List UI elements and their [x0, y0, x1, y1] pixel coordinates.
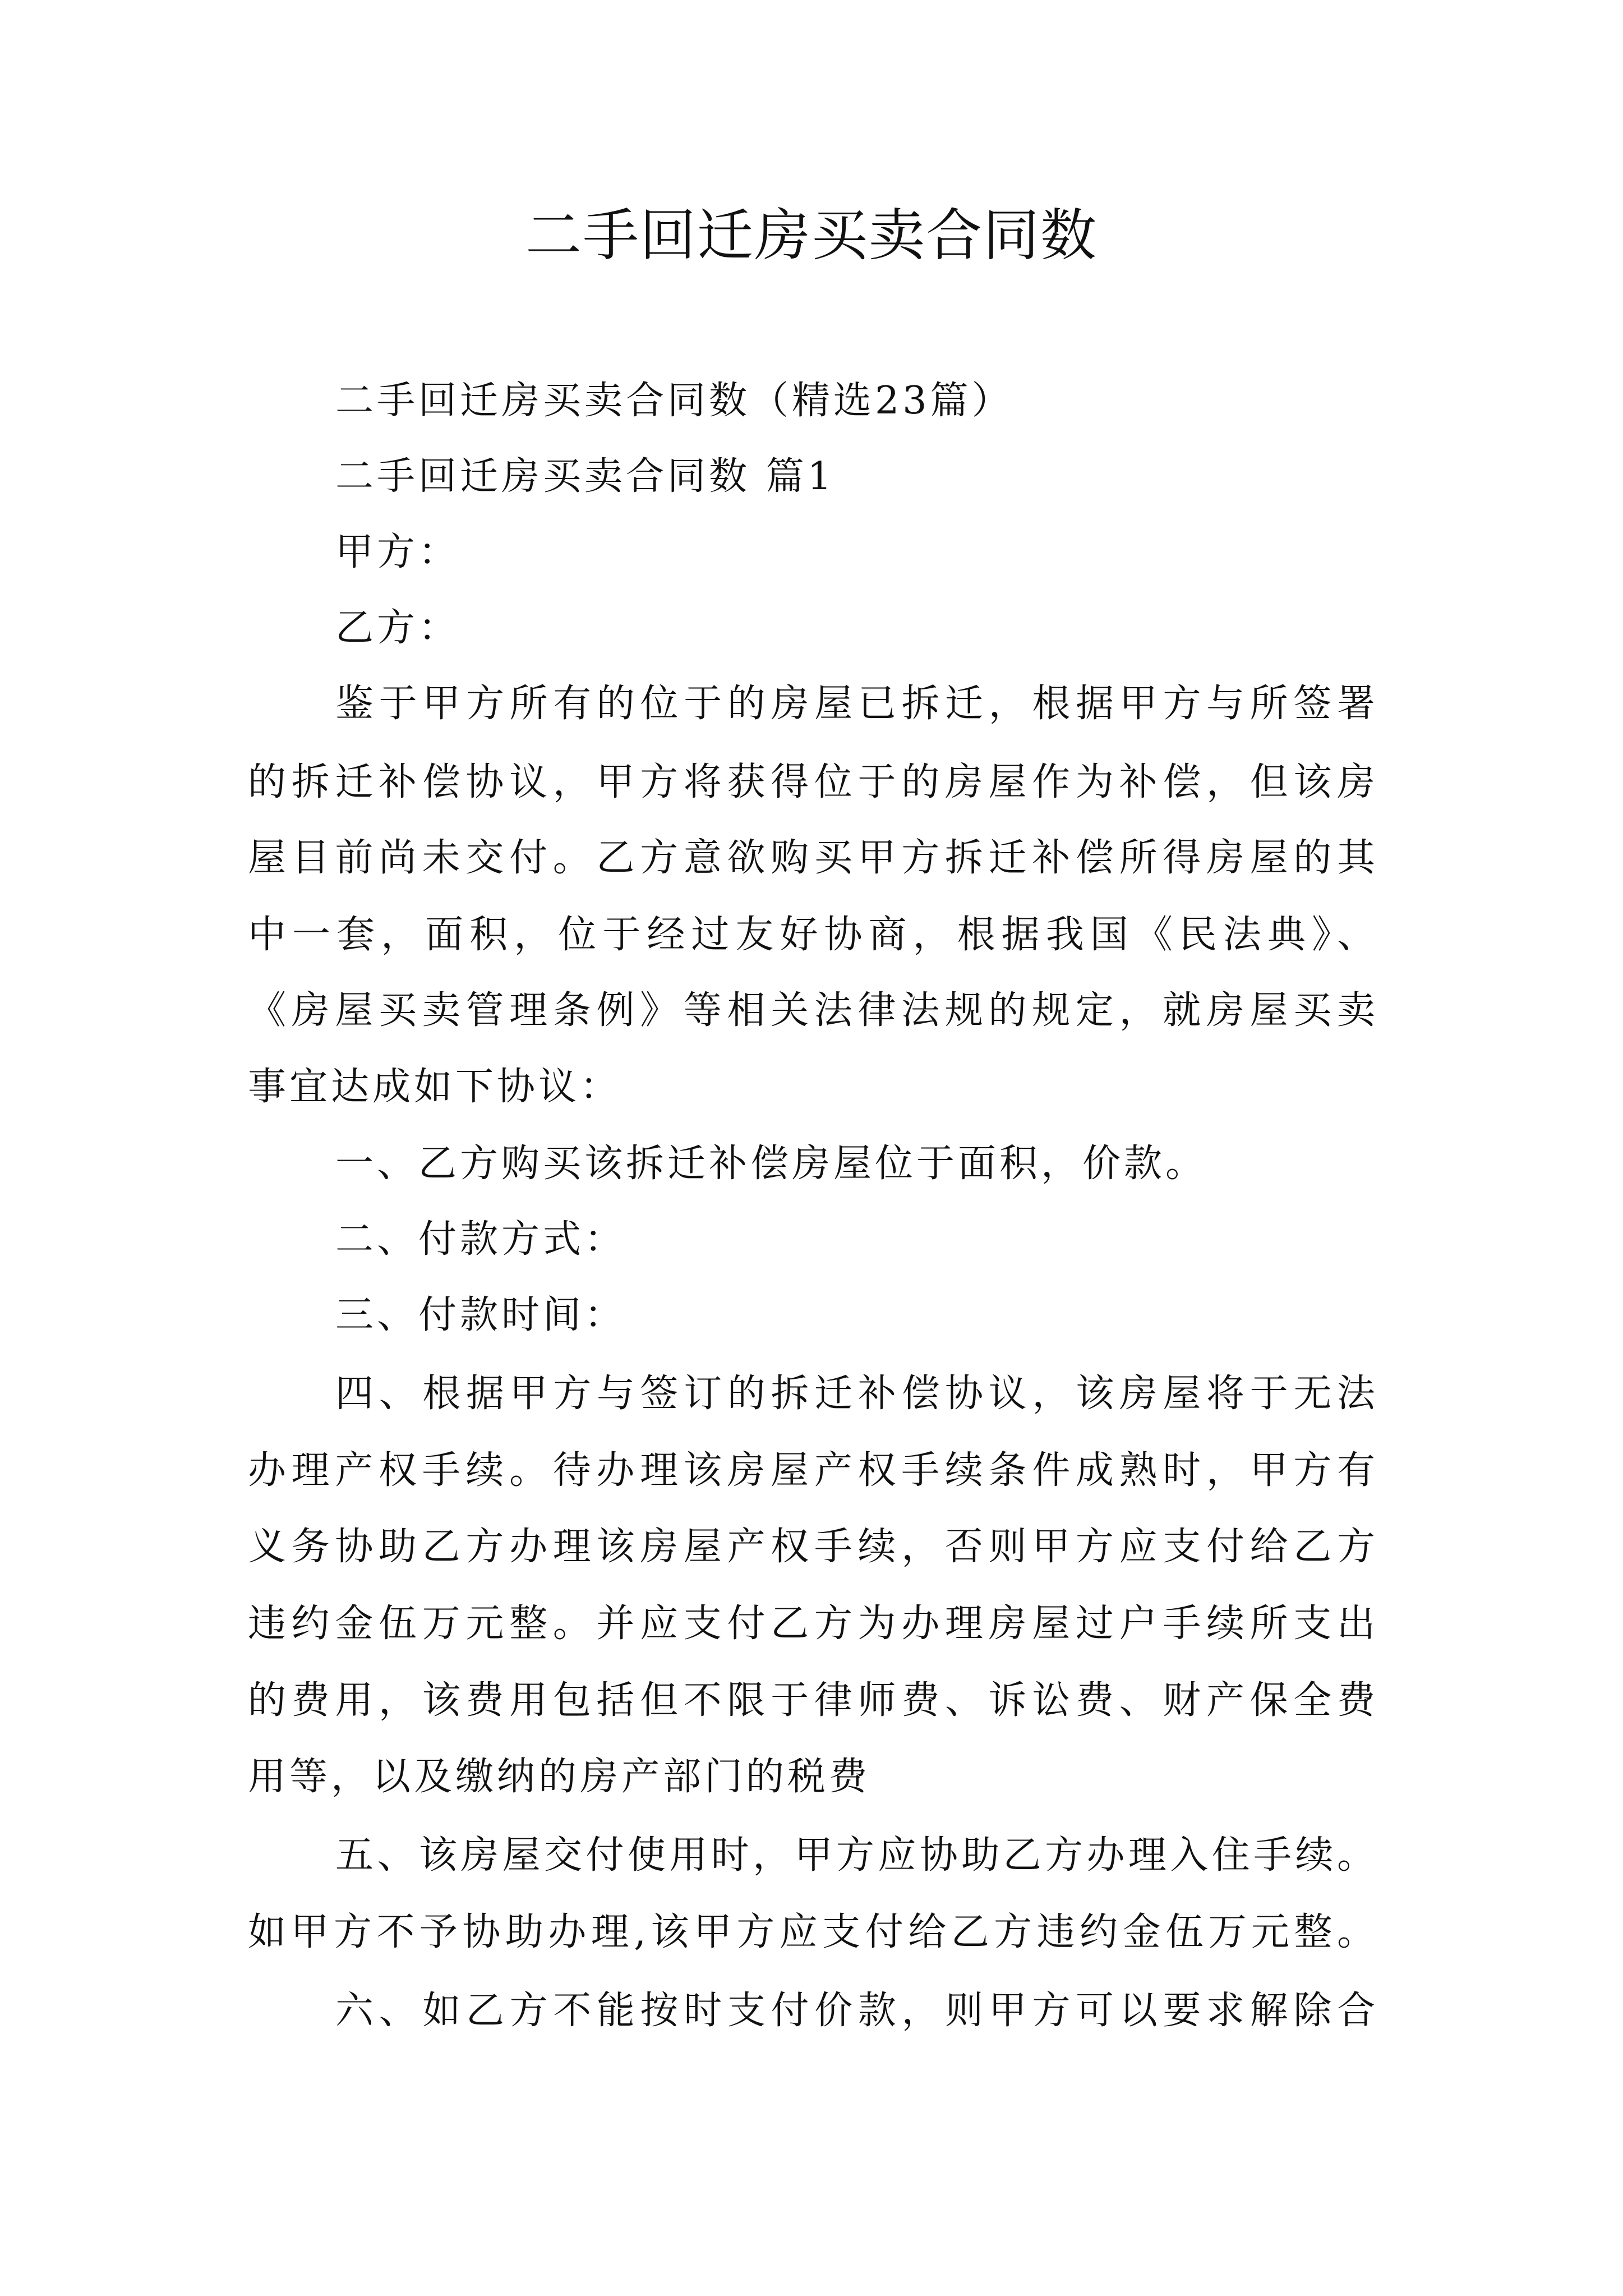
body-line: 中一套，面积，位于经过友好协商，根据我国《民法典》、 [248, 913, 1375, 957]
body-line: 义务协助乙方办理该房屋产权手续，否则甲方应支付给乙方 [248, 1525, 1375, 1569]
body-line: 二手回迁房买卖合同数 篇1 [335, 454, 835, 499]
page-title: 二手回迁房买卖合同数 [525, 203, 1098, 268]
body-line: 的拆迁补偿协议，甲方将获得位于的房屋作为补偿，但该房 [248, 760, 1375, 804]
body-line: 违约金伍万元整。并应支付乙方为办理房屋过户手续所支出 [248, 1602, 1375, 1646]
body-line: 办理产权手续。待办理该房屋产权手续条件成熟时，甲方有 [248, 1448, 1375, 1493]
body-line: 乙方： [335, 606, 460, 650]
body-line: 甲方： [335, 530, 460, 574]
body-line: 二手回迁房买卖合同数（精选23篇） [335, 379, 1013, 423]
body-line: 六、如乙方不能按时支付价款，则甲方可以要求解除合 [335, 1989, 1375, 2033]
body-line: 屋目前尚未交付。乙方意欲购买甲方拆迁补偿所得房屋的其 [248, 836, 1375, 880]
body-line: 事宜达成如下协议： [248, 1065, 622, 1109]
body-line: 的费用，该费用包括但不限于律师费、诉讼费、财产保全费 [248, 1678, 1375, 1723]
body-line: 五、该房屋交付使用时，甲方应协助乙方办理入住手续。 [335, 1833, 1375, 1878]
body-line: 用等，以及缴纳的房产部门的税费 [248, 1755, 871, 1799]
body-line: 二、付款方式： [335, 1217, 626, 1262]
body-line: 三、付款时间： [335, 1293, 626, 1337]
body-line: 一、乙方购买该拆迁补偿房屋位于面积，价款。 [335, 1142, 1207, 1186]
body-line: 《房屋买卖管理条例》等相关法律法规的规定，就房屋买卖 [248, 988, 1375, 1033]
body-line: 四、根据甲方与签订的拆迁补偿协议，该房屋将于无法 [335, 1372, 1375, 1416]
body-line: 如甲方不予协助办理,该甲方应支付给乙方违约金伍万元整。 [248, 1910, 1375, 1954]
body-line: 鉴于甲方所有的位于的房屋已拆迁，根据甲方与所签署 [335, 682, 1375, 726]
